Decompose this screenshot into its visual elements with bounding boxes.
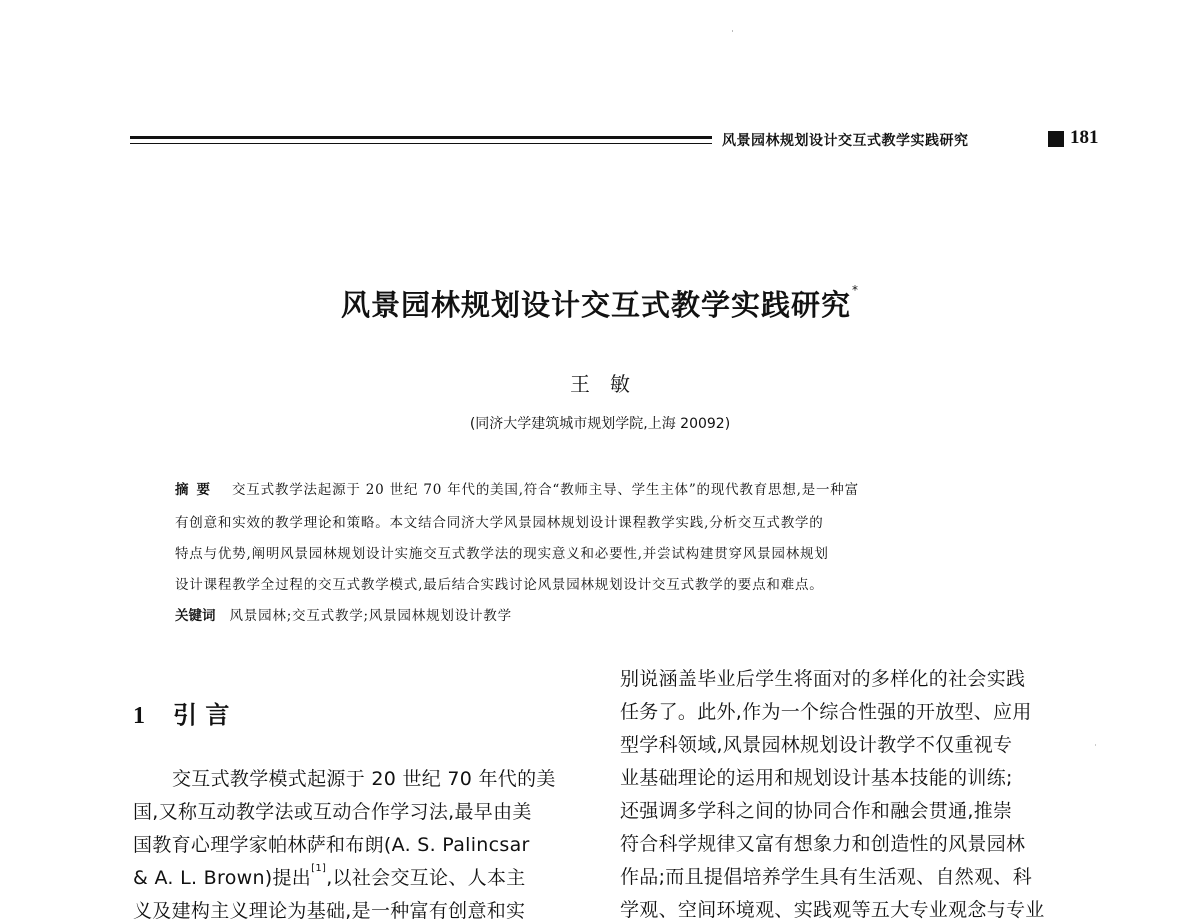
scan-speck [1095,744,1096,746]
keywords-label: 关键词 [175,608,216,624]
abstract-text: 交互式教学法起源于 20 世纪 70 年代的美国,符合“教师主导、学生主体”的现代教育思想,是一种富 [232,482,859,498]
abstract-label: 摘要 [175,482,218,498]
right-body-line: 别说涵盖毕业后学生将面对的多样化的社会实践 [620,668,1026,690]
right-body-line: 作品;而且提倡培养学生具有生活观、自然观、科 [620,866,1033,888]
title-footnote-mark: * [852,283,859,297]
keywords-line [175,604,1025,624]
abstract-line: 设计课程教学全过程的交互式教学模式,最后结合实践讨论风景园林规划设计交互式教学的要点和难点。 [175,577,824,593]
left-body-text: & A. L. Brown)提出 [133,867,312,889]
left-body-line: 国,又称互动教学法或互动合作学习法,最早由美 [133,801,532,823]
abstract-line: 有创意和实效的教学理论和策略。本文结合同济大学风景园林规划设计课程教学实践,分析交互式教学的 [175,515,824,531]
article-title [0,283,1200,324]
left-body-line: 国教育心理学家帕林萨和布朗(A. S. Palincsar [133,834,530,856]
right-body-line: 任务了。此外,作为一个综合性强的开放型、应用 [620,701,1032,723]
abstract-line [175,478,1025,498]
left-body-line: 交互式教学模式起源于 20 世纪 70 年代的美 [172,768,556,790]
abstract-line: 特点与优势,阐明风景园林规划设计实施交互式教学法的现实意义和必要性,并尝试构建贯穿风景园林规划 [175,546,829,562]
citation-ref: [1] [311,863,327,874]
right-body-line: 符合科学规律又富有想象力和创造性的风景园林 [620,833,1026,855]
header-block-mark [1048,131,1064,147]
left-body-text: ,以社会交互论、人本主 [326,867,526,889]
right-body-line: 业基础理论的运用和规划设计基本技能的训练; [620,767,1013,789]
left-body-line: 义及建构主义理论为基础,是一种富有创意和实 [133,900,526,922]
scan-speck [732,30,733,32]
left-body-line [133,863,526,890]
page-number: 181 [1070,127,1099,148]
section-heading [133,695,229,730]
section-number: 1 [133,703,145,729]
article-title-text: 风景园林规划设计交互式教学实践研究 [340,288,851,322]
header-rule [130,136,712,144]
right-body-line: 型学科领域,风景园林规划设计教学不仅重视专 [620,734,1013,756]
section-title: 引 言 [173,700,230,729]
running-title: 风景园林规划设计交互式教学实践研究 [722,133,969,149]
author: 王 敏 [570,372,630,396]
affiliation: (同济大学建筑城市规划学院,上海 20092) [469,416,731,432]
keywords-text: 风景园林;交互式教学;风景园林规划设计教学 [229,608,512,624]
right-body-line: 还强调多学科之间的协同合作和融会贯通,推崇 [620,800,1013,822]
right-body-line: 学观、空间环境观、实践观等五大专业观念与专业 [620,899,1045,921]
